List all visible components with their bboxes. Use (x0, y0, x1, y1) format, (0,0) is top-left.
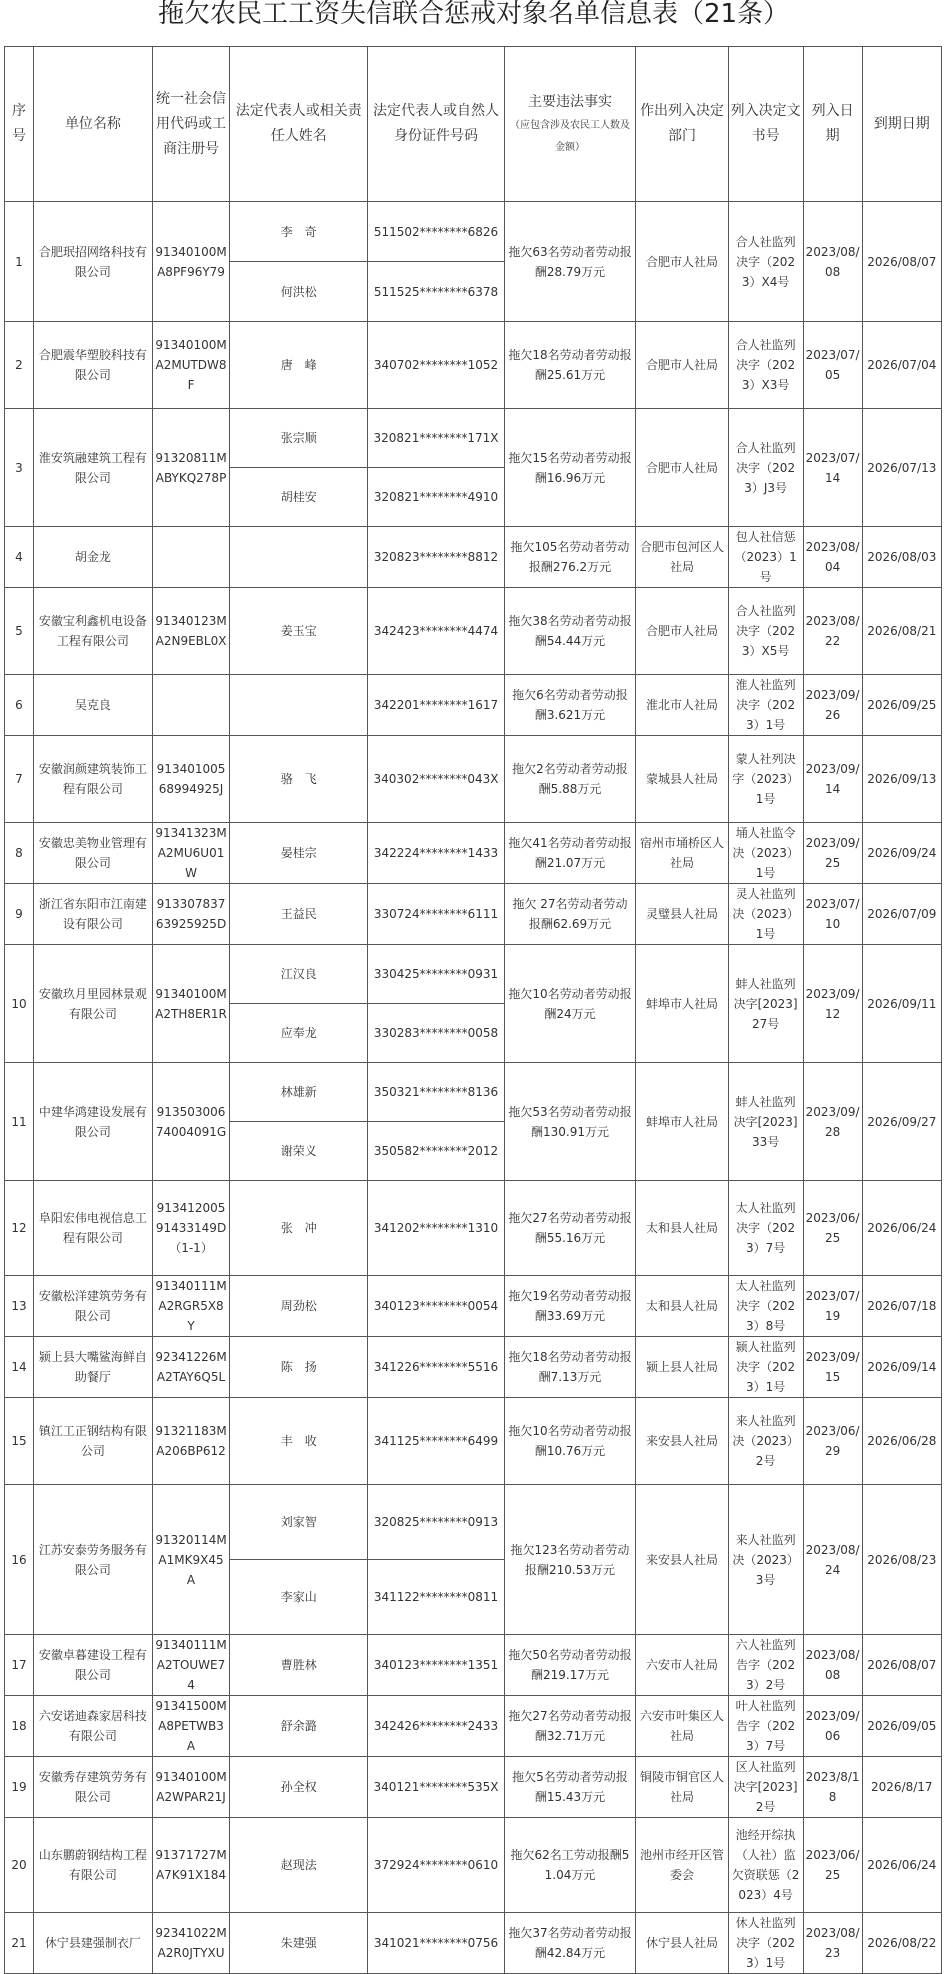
cell-id: 340302********043X (368, 736, 504, 823)
table-row (5, 1337, 942, 1398)
cell-code: 91340100MA2MUTDW8F (152, 322, 229, 409)
cell-doc: 蚌人社监列决字[2023]33号 (728, 1063, 803, 1181)
table-row (5, 409, 942, 468)
cell-id: 511525********6378 (368, 262, 504, 322)
table-row (5, 527, 942, 588)
cell-id: 342426********2433 (368, 1696, 504, 1757)
cell-facts: 拖欠2名劳动者劳动报酬5.88万元 (504, 736, 636, 823)
cell-id: 320821********171X (368, 409, 504, 468)
cell-dept: 来安县人社局 (636, 1485, 728, 1635)
cell-date: 2023/07/05 (803, 322, 862, 409)
cell-id: 340123********1351 (368, 1635, 504, 1696)
header-date: 列入日期 (803, 47, 862, 202)
cell-date: 2023/09/26 (803, 675, 862, 736)
cell-dept: 太和县人社局 (636, 1181, 728, 1276)
cell-id: 342423********4474 (368, 588, 504, 675)
cell-doc: 灵人社监列决（2023）1号 (728, 884, 803, 945)
cell-rep: 曹胜林 (230, 1635, 368, 1696)
table-row (5, 1913, 942, 1974)
cell-rep: 周劲松 (230, 1276, 368, 1337)
cell-expire: 2026/07/04 (862, 322, 941, 409)
cell-doc: 太人社监列决字（2023）7号 (728, 1181, 803, 1276)
cell-id: 341202********1310 (368, 1181, 504, 1276)
cell-date: 2023/8/18 (803, 1757, 862, 1818)
cell-rep: 胡桂安 (230, 468, 368, 527)
cell-rep: 李家山 (230, 1560, 368, 1635)
cell-unit: 安徽卓暮建设工程有限公司 (33, 1635, 152, 1696)
cell-facts: 拖欠37名劳动者劳动报酬42.84万元 (504, 1913, 636, 1974)
cell-dept: 宿州市埇桥区人社局 (636, 823, 728, 884)
cell-code: 91341323MA2MU6U01W (152, 823, 229, 884)
cell-rep: 孙全权 (230, 1757, 368, 1818)
cell-id: 341125********6499 (368, 1398, 504, 1485)
cell-id: 341226********5516 (368, 1337, 504, 1398)
cell-code: 91341500MA8PETWB3A (152, 1696, 229, 1757)
table-row (5, 588, 942, 675)
cell-seq: 21 (5, 1913, 34, 1974)
cell-seq: 17 (5, 1635, 34, 1696)
cell-facts: 拖欠27名劳动者劳动报酬32.71万元 (504, 1696, 636, 1757)
cell-rep: 江汉良 (230, 945, 368, 1004)
cell-rep (230, 675, 368, 736)
cell-unit: 安徽松洋建筑劳务有限公司 (33, 1276, 152, 1337)
cell-date: 2023/06/29 (803, 1398, 862, 1485)
cell-date: 2023/07/14 (803, 409, 862, 527)
cell-rep: 陈 扬 (230, 1337, 368, 1398)
cell-dept: 蚌埠市人社局 (636, 945, 728, 1063)
cell-doc: 区人社监列决字[2023]2号 (728, 1757, 803, 1818)
table-row (5, 322, 942, 409)
table-row (5, 736, 942, 823)
cell-expire: 2026/09/14 (862, 1337, 941, 1398)
cell-expire: 2026/06/28 (862, 1398, 941, 1485)
cell-id: 342201********1617 (368, 675, 504, 736)
cell-rep: 谢荣义 (230, 1122, 368, 1181)
table-row (5, 202, 942, 262)
cell-facts: 拖欠 27名劳动者劳动报酬62.69万元 (504, 884, 636, 945)
cell-rep: 骆 飞 (230, 736, 368, 823)
cell-expire: 2026/08/21 (862, 588, 941, 675)
cell-seq: 19 (5, 1757, 34, 1818)
cell-unit: 镇江工正钢结构有限公司 (33, 1398, 152, 1485)
cell-expire: 2026/08/07 (862, 1635, 941, 1696)
cell-seq: 20 (5, 1818, 34, 1913)
cell-code: 91340123MA2N9EBL0X (152, 588, 229, 675)
cell-facts: 拖欠15名劳动者劳动报酬16.96万元 (504, 409, 636, 527)
cell-facts: 拖欠123名劳动者劳动报酬210.53万元 (504, 1485, 636, 1635)
cell-expire: 2026/09/25 (862, 675, 941, 736)
cell-unit: 安徽秀存建筑劳务有限公司 (33, 1757, 152, 1818)
cell-expire: 2026/8/17 (862, 1757, 941, 1818)
cell-rep: 应奉龙 (230, 1004, 368, 1063)
cell-date: 2023/06/25 (803, 1818, 862, 1913)
cell-expire: 2026/09/05 (862, 1696, 941, 1757)
cell-id: 340123********0054 (368, 1276, 504, 1337)
cell-code: 91330783763925925D (152, 884, 229, 945)
cell-date: 2023/07/19 (803, 1276, 862, 1337)
cell-facts: 拖欠53名劳动者劳动报酬130.91万元 (504, 1063, 636, 1181)
page-title: 拖欠农民工工资失信联合惩戒对象名单信息表（21条） (157, 0, 790, 29)
cell-code: 91320811MABYKQ278P (152, 409, 229, 527)
cell-unit: 中建华鸿建设发展有限公司 (33, 1063, 152, 1181)
cell-code: 91340111MA2TOUWE74 (152, 1635, 229, 1696)
cell-code: 91340111MA2RGR5X8Y (152, 1276, 229, 1337)
cell-dept: 合肥市人社局 (636, 202, 728, 322)
cell-unit: 吴克良 (33, 675, 152, 736)
cell-id: 320825********0913 (368, 1485, 504, 1560)
header-expire: 到期日期 (862, 47, 941, 202)
cell-date: 2023/09/12 (803, 945, 862, 1063)
cell-doc: 合人社监列决字（2023）X5号 (728, 588, 803, 675)
cell-dept: 六安市叶集区人社局 (636, 1696, 728, 1757)
table-row (5, 1276, 942, 1337)
cell-seq: 15 (5, 1398, 34, 1485)
cell-id: 350321********8136 (368, 1063, 504, 1122)
cell-rep: 姜玉宝 (230, 588, 368, 675)
cell-unit: 淮安筑融建筑工程有限公司 (33, 409, 152, 527)
cell-doc: 太人社监列决字（2023）8号 (728, 1276, 803, 1337)
table-row (5, 1398, 942, 1485)
cell-seq: 14 (5, 1337, 34, 1398)
cell-expire: 2026/07/18 (862, 1276, 941, 1337)
cell-dept: 蚌埠市人社局 (636, 1063, 728, 1181)
cell-code: 91350300674004091G (152, 1063, 229, 1181)
cell-dept: 合肥市包河区人社局 (636, 527, 728, 588)
header-facts (504, 47, 636, 202)
cell-rep: 李 奇 (230, 202, 368, 262)
cell-rep: 晏桂宗 (230, 823, 368, 884)
cell-code: 91340100MA2TH8ER1R (152, 945, 229, 1063)
cell-seq: 3 (5, 409, 34, 527)
cell-seq: 11 (5, 1063, 34, 1181)
cell-facts: 拖欠10名劳动者劳动报酬10.76万元 (504, 1398, 636, 1485)
cell-date: 2023/06/25 (803, 1181, 862, 1276)
cell-unit: 安徽润颜建筑装饰工程有限公司 (33, 736, 152, 823)
cell-seq: 1 (5, 202, 34, 322)
cell-rep: 张宗顺 (230, 409, 368, 468)
cell-seq: 18 (5, 1696, 34, 1757)
cell-unit: 胡金龙 (33, 527, 152, 588)
cell-unit: 山东鹏蔚钢结构工程有限公司 (33, 1818, 152, 1913)
cell-expire: 2026/08/07 (862, 202, 941, 322)
cell-code: 91320114MA1MK9X45A (152, 1485, 229, 1635)
cell-expire: 2026/06/24 (862, 1818, 941, 1913)
cell-seq: 6 (5, 675, 34, 736)
cell-date: 2023/09/15 (803, 1337, 862, 1398)
cell-date: 2023/08/24 (803, 1485, 862, 1635)
cell-rep: 刘家智 (230, 1485, 368, 1560)
cell-seq: 12 (5, 1181, 34, 1276)
cell-facts: 拖欠18名劳动者劳动报酬7.13万元 (504, 1337, 636, 1398)
cell-code: 91321183MA206BP612 (152, 1398, 229, 1485)
cell-id: 340121********535X (368, 1757, 504, 1818)
cell-dept: 颍上县人社局 (636, 1337, 728, 1398)
cell-doc: 合人社监列决字（2023）X3号 (728, 322, 803, 409)
cell-expire: 2026/08/23 (862, 1485, 941, 1635)
table-row (5, 1757, 942, 1818)
cell-dept: 池州市经开区管委会 (636, 1818, 728, 1913)
cell-doc: 合人社监列决字（2023）J3号 (728, 409, 803, 527)
cell-doc: 来人社监列决（2023）3号 (728, 1485, 803, 1635)
cell-dept: 铜陵市铜官区人社局 (636, 1757, 728, 1818)
cell-expire: 2026/09/27 (862, 1063, 941, 1181)
cell-doc: 池经开综执（人社）监欠资联惩（2023）4号 (728, 1818, 803, 1913)
cell-expire: 2026/09/11 (862, 945, 941, 1063)
cell-code: 91340100MA2WPAR21J (152, 1757, 229, 1818)
cell-doc: 蚌人社监列决字[2023]27号 (728, 945, 803, 1063)
table-row (5, 1485, 942, 1560)
cell-code (152, 675, 229, 736)
cell-seq: 2 (5, 322, 34, 409)
cell-rep: 王益民 (230, 884, 368, 945)
cell-unit: 六安诺迪森家居科技有限公司 (33, 1696, 152, 1757)
cell-unit: 合肥珉招网络科技有限公司 (33, 202, 152, 322)
table-header-row (5, 47, 942, 202)
cell-date: 2023/09/06 (803, 1696, 862, 1757)
cell-date: 2023/07/10 (803, 884, 862, 945)
cell-id: 350582********2012 (368, 1122, 504, 1181)
cell-code: 91341200591433149D（1-1） (152, 1181, 229, 1276)
cell-doc: 颍人社监列决字（2023）1号 (728, 1337, 803, 1398)
cell-seq: 9 (5, 884, 34, 945)
cell-doc: 蒙人社列决字（2023）1号 (728, 736, 803, 823)
cell-id: 320821********4910 (368, 468, 504, 527)
cell-dept: 太和县人社局 (636, 1276, 728, 1337)
cell-id: 511502********6826 (368, 202, 504, 262)
cell-rep (230, 527, 368, 588)
cell-facts: 拖欠6名劳动者劳动报酬3.621万元 (504, 675, 636, 736)
table-row (5, 675, 942, 736)
header-facts-label: 主要违法事实 (527, 93, 612, 110)
cell-code: 91340100568994925J (152, 736, 229, 823)
cell-code (152, 527, 229, 588)
cell-id: 341021********0756 (368, 1913, 504, 1974)
cell-unit: 合肥震华塑胶科技有限公司 (33, 322, 152, 409)
cell-seq: 5 (5, 588, 34, 675)
cell-id: 341122********0811 (368, 1560, 504, 1635)
header-id: 法定代表人或自然人身份证件号码 (368, 47, 504, 202)
cell-facts: 拖欠10名劳动者劳动报酬24万元 (504, 945, 636, 1063)
cell-unit: 安徽宝利鑫机电设备工程有限公司 (33, 588, 152, 675)
cell-id: 340702********1052 (368, 322, 504, 409)
cell-code: 92341022MA2R0JTYXU (152, 1913, 229, 1974)
cell-id: 372924********0610 (368, 1818, 504, 1913)
cell-id: 330724********6111 (368, 884, 504, 945)
cell-rep: 朱建强 (230, 1913, 368, 1974)
table-row (5, 884, 942, 945)
cell-dept: 合肥市人社局 (636, 588, 728, 675)
cell-seq: 16 (5, 1485, 34, 1635)
cell-facts: 拖欠62名工劳动报酬51.04万元 (504, 1818, 636, 1913)
cell-seq: 13 (5, 1276, 34, 1337)
table-row (5, 1181, 942, 1276)
cell-facts: 拖欠19名劳动者劳动报酬33.69万元 (504, 1276, 636, 1337)
cell-doc: 六人社监列告字（2023）2号 (728, 1635, 803, 1696)
table-row (5, 823, 942, 884)
cell-dept: 来安县人社局 (636, 1398, 728, 1485)
header-doc: 列入决定文书号 (728, 47, 803, 202)
header-seq: 序号 (5, 47, 34, 202)
cell-rep: 唐 峰 (230, 322, 368, 409)
cell-unit: 颍上县大嘴鲨海鲜自助餐厅 (33, 1337, 152, 1398)
cell-facts: 拖欠41名劳动者劳动报酬21.07万元 (504, 823, 636, 884)
cell-code: 92341226MA2TAY6Q5L (152, 1337, 229, 1398)
cell-expire: 2026/07/09 (862, 884, 941, 945)
cell-date: 2023/08/04 (803, 527, 862, 588)
cell-doc: 来人社监列决（2023）2号 (728, 1398, 803, 1485)
cell-seq: 4 (5, 527, 34, 588)
table-body (5, 202, 942, 1974)
cell-seq: 7 (5, 736, 34, 823)
header-unit: 单位名称 (33, 47, 152, 202)
table-row (5, 1635, 942, 1696)
cell-doc: 休人社监列决字（2023）1号 (728, 1913, 803, 1974)
cell-dept: 灵璧县人社局 (636, 884, 728, 945)
cell-date: 2023/09/14 (803, 736, 862, 823)
header-rep: 法定代表人或相关责任人姓名 (230, 47, 368, 202)
cell-unit: 安徽忠美物业管理有限公司 (33, 823, 152, 884)
cell-doc: 合人社监列决字（2023）X4号 (728, 202, 803, 322)
cell-unit: 浙江省东阳市江南建设有限公司 (33, 884, 152, 945)
cell-id: 342224********1433 (368, 823, 504, 884)
table-row (5, 1696, 942, 1757)
cell-date: 2023/08/08 (803, 202, 862, 322)
cell-date: 2023/08/22 (803, 588, 862, 675)
cell-facts: 拖欠18名劳动者劳动报酬25.61万元 (504, 322, 636, 409)
cell-dept: 合肥市人社局 (636, 409, 728, 527)
cell-seq: 8 (5, 823, 34, 884)
header-dept: 作出列入决定部门 (636, 47, 728, 202)
cell-rep: 舒余潞 (230, 1696, 368, 1757)
cell-expire: 2026/08/03 (862, 527, 941, 588)
cell-rep: 赵现法 (230, 1818, 368, 1913)
table-row (5, 1063, 942, 1122)
cell-facts: 拖欠5名劳动者劳动报酬15.43万元 (504, 1757, 636, 1818)
cell-rep: 张 冲 (230, 1181, 368, 1276)
cell-dept: 蒙城县人社局 (636, 736, 728, 823)
cell-unit: 安徽玖月里园林景观有限公司 (33, 945, 152, 1063)
header-facts-note: （应包含涉及农民工人数及金额） (509, 119, 630, 153)
table-row (5, 945, 942, 1004)
cell-date: 2023/08/08 (803, 1635, 862, 1696)
cell-doc: 埇人社监令决（2023）1号 (728, 823, 803, 884)
cell-id: 330425********0931 (368, 945, 504, 1004)
cell-facts: 拖欠63名劳动者劳动报酬28.79万元 (504, 202, 636, 322)
cell-facts: 拖欠38名劳动者劳动报酬54.44万元 (504, 588, 636, 675)
header-code: 统一社会信用代码或工商注册号 (152, 47, 229, 202)
cell-doc: 叶人社监列告字（2023）7号 (728, 1696, 803, 1757)
cell-facts: 拖欠105名劳动者劳动报酬276.2万元 (504, 527, 636, 588)
cell-unit: 江苏安泰劳务服务有限公司 (33, 1485, 152, 1635)
cell-doc: 淮人社监列决字（2023）1号 (728, 675, 803, 736)
cell-date: 2023/09/25 (803, 823, 862, 884)
cell-doc: 包人社信惩（2023）1号 (728, 527, 803, 588)
cell-expire: 2026/07/13 (862, 409, 941, 527)
cell-rep: 何洪松 (230, 262, 368, 322)
table-row (5, 1818, 942, 1913)
cell-facts: 拖欠27名劳动者劳动报酬55.16万元 (504, 1181, 636, 1276)
cell-expire: 2026/06/24 (862, 1181, 941, 1276)
cell-expire: 2026/08/22 (862, 1913, 941, 1974)
cell-rep: 林雄新 (230, 1063, 368, 1122)
cell-unit: 阜阳宏伟电视信息工程有限公司 (33, 1181, 152, 1276)
cell-code: 91371727MA7K91X184 (152, 1818, 229, 1913)
cell-code: 91340100MA8PF96Y79 (152, 202, 229, 322)
cell-facts: 拖欠50名劳动者劳动报酬219.17万元 (504, 1635, 636, 1696)
cell-unit: 休宁县建强制衣厂 (33, 1913, 152, 1974)
cell-id: 330283********0058 (368, 1004, 504, 1063)
cell-dept: 淮北市人社局 (636, 675, 728, 736)
cell-dept: 六安市人社局 (636, 1635, 728, 1696)
cell-expire: 2026/09/13 (862, 736, 941, 823)
cell-dept: 休宁县人社局 (636, 1913, 728, 1974)
cell-id: 320823********8812 (368, 527, 504, 588)
cell-rep: 丰 收 (230, 1398, 368, 1485)
cell-seq: 10 (5, 945, 34, 1063)
blacklist-table (4, 46, 942, 1974)
cell-date: 2023/09/28 (803, 1063, 862, 1181)
cell-dept: 合肥市人社局 (636, 322, 728, 409)
cell-date: 2023/08/23 (803, 1913, 862, 1974)
cell-expire: 2026/09/24 (862, 823, 941, 884)
